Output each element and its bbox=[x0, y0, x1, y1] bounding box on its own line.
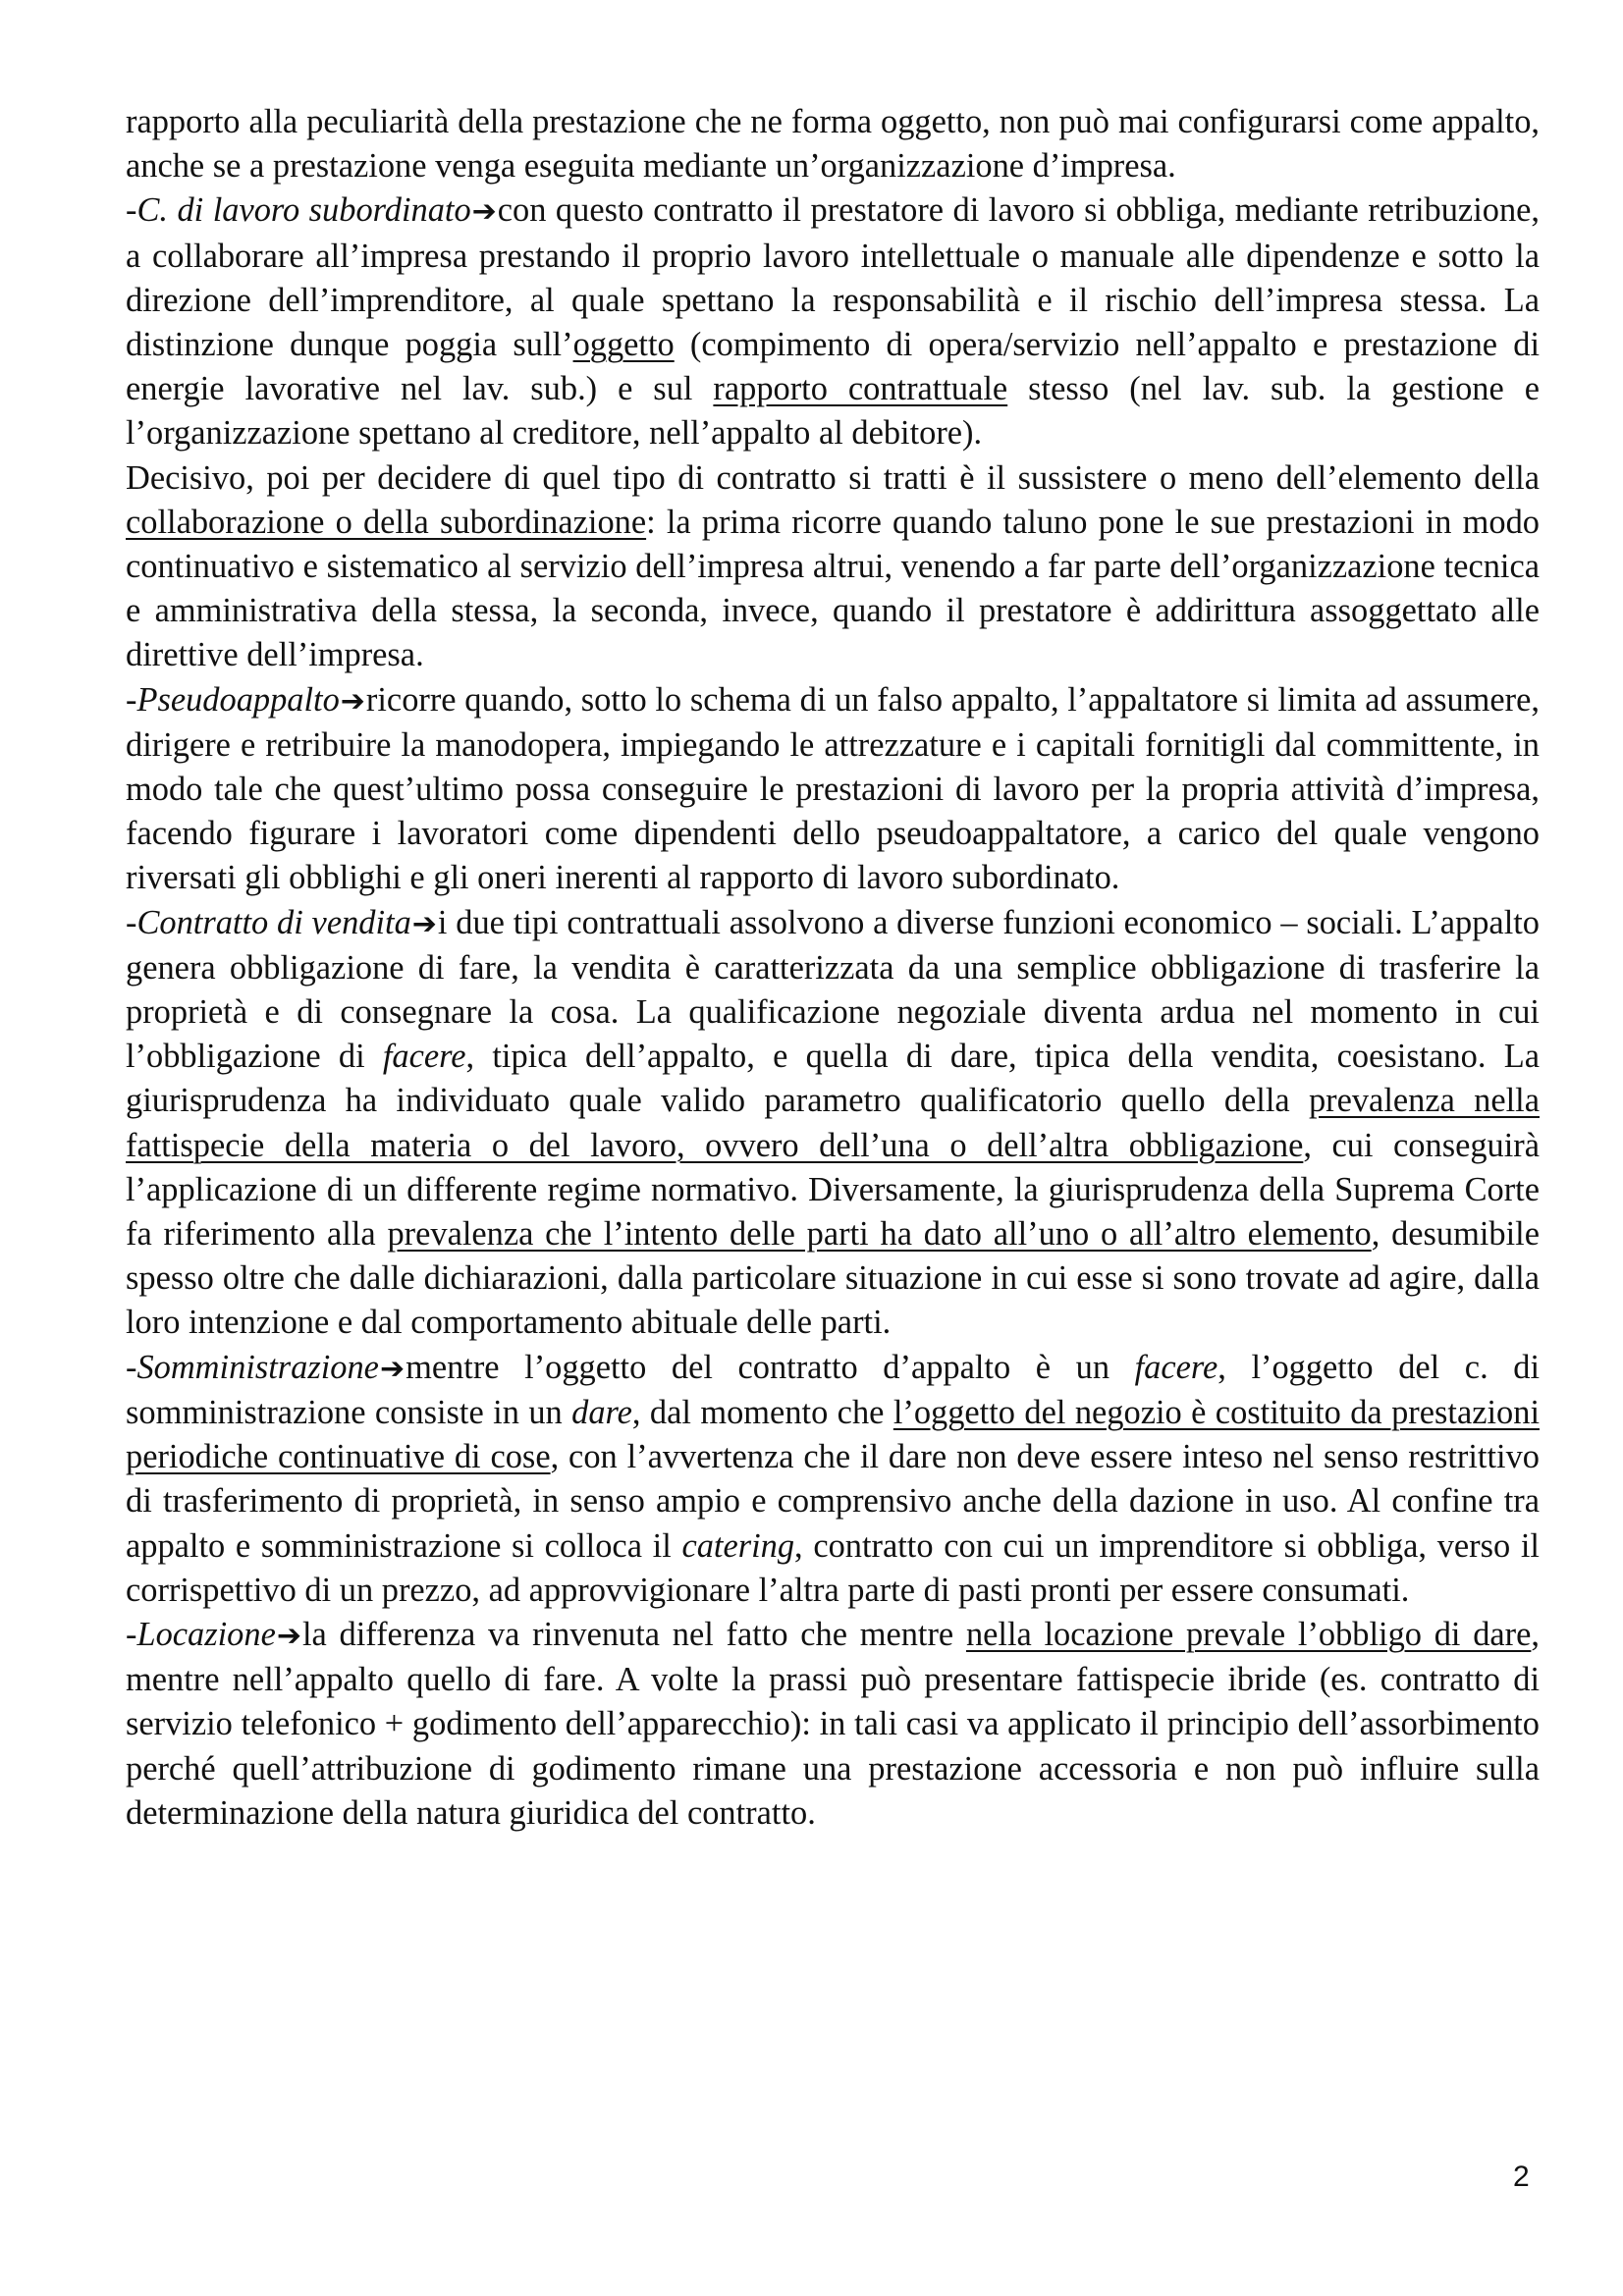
text-run: con questo contratto il prestatore di lavoro si obbliga, mediante retribuzione, a collaborare all’impresa prestando il proprio lavoro intellettuale o manuale alle dipendenze e sotto la direzione dell’imprenditore, al quale spettano la responsabilità e il rischio dell’impresa stessa. La distinzione dunque poggia sull’ bbox=[126, 191, 1540, 364]
arrow-right-icon: ➔ bbox=[411, 906, 437, 941]
text-run: , contratto con cui un imprenditore si obbliga, verso il corrispettivo di un prezzo, ad approvvigionare l’altra parte di pasti pronti per essere consumati. bbox=[126, 1526, 1540, 1609]
text-run: , mentre nell’appalto quello di fare. A volte la prassi può presentare fattispecie ibride (es. contratto di servizio telefonico + godimento dell’apparecchio): in tali casi va applicato il principio dell’assorbimento perché quell’attribuzione di godimento rimane una prestazione accessoria e non può influire sulla determinazione della natura giuridica del contratto. bbox=[126, 1615, 1540, 1832]
paragraph bbox=[126, 1613, 1540, 1836]
text-run: , tipica dell’appalto, e quella di dare, tipica della vendita, coesistano. La giurisprudenza ha individuato quale valido parametro qualificatorio quello della bbox=[126, 1038, 1540, 1120]
body-text bbox=[126, 100, 1540, 1836]
arrow-right-icon: ➔ bbox=[379, 1351, 406, 1386]
text-run: Decisivo, poi per decidere di quel tipo di contratto si tratti è il sussistere o meno dell’elemento della bbox=[126, 458, 1540, 497]
text-run: ricorre quando, sotto lo schema di un falso appalto, l’appaltatore si limita ad assumere, dirigere e retribuire la manodopera, impiegando le attrezzature e i capitali fornitigli dal committente, in modo tale che quest’ultimo possa conseguire le prestazioni di lavoro per la propria attività d’impresa, facendo figurare i lavoratori come dipendenti dello pseudoappaltatore, a carico del quale vengono riversati gli obblighi e gli oneri inerenti al rapporto di lavoro subordinato. bbox=[126, 680, 1540, 897]
text-run: rapporto alla peculiarità della prestazione che ne forma oggetto, non può mai configurarsi come appalto, anche se a prestazione venga eseguita mediante un’organizzazione d’impresa. bbox=[126, 103, 1540, 186]
italic-text: Somministrazione bbox=[136, 1348, 379, 1386]
underlined-text: prevalenza nella fattispecie della materia o del lavoro, ovvero dell’una o dell’altra obbligazione bbox=[126, 1082, 1540, 1164]
italic-text: C. di lavoro subordinato bbox=[136, 191, 471, 230]
paragraph bbox=[126, 901, 1540, 1346]
italic-text: Locazione bbox=[136, 1615, 276, 1653]
underlined-text: l’oggetto del negozio è costituito da prestazioni periodiche continuative di cose bbox=[126, 1393, 1540, 1476]
text-run: mentre l’oggetto del contratto d’appalto è un bbox=[406, 1348, 1135, 1386]
text-run: - bbox=[126, 1615, 137, 1653]
text-run: - bbox=[126, 191, 137, 230]
italic-text: Contratto di vendita bbox=[136, 903, 411, 941]
paragraph bbox=[126, 100, 1540, 188]
underlined-text: prevalenza che l’intento delle parti ha dato all’uno o all’altro elemento bbox=[387, 1215, 1372, 1254]
page-number: 2 bbox=[1513, 2161, 1530, 2193]
italic-text: dare bbox=[571, 1393, 632, 1431]
paragraph bbox=[126, 188, 1540, 455]
paragraph bbox=[126, 1346, 1540, 1613]
paragraph bbox=[126, 456, 1540, 678]
text-run: (compimento di opera/servizio nell’appalto e prestazione di energie lavorative nel lav. sub.) e sul bbox=[126, 326, 1541, 408]
italic-text: facere bbox=[1134, 1348, 1218, 1386]
text-run: , l’oggetto del c. di somministrazione consiste in un bbox=[126, 1348, 1540, 1431]
text-run: , desumibile spesso oltre che dalle dichiarazioni, dalla particolare situazione in cui esse si sono trovate ad agire, dalla loro intenzione e dal comportamento abituale delle parti. bbox=[126, 1215, 1541, 1342]
text-run: la differenza va rinvenuta nel fatto che mentre bbox=[301, 1615, 966, 1653]
underlined-text: oggetto bbox=[572, 326, 675, 364]
italic-text: catering bbox=[681, 1526, 795, 1565]
underlined-text: collaborazione o della subordinazione bbox=[126, 503, 647, 541]
text-run: - bbox=[126, 903, 137, 941]
text-run: i due tipi contrattuali assolvono a diverse funzioni economico – sociali. L’appalto genera obbligazione di fare, la vendita è caratterizzata da una semplice obbligazione di trasferire la proprietà e di consegnare la cosa. La qualificazione negoziale diventa ardua nel momento in cui l’obbligazione di bbox=[126, 903, 1540, 1076]
text-run: , dal momento che bbox=[631, 1393, 893, 1431]
arrow-right-icon: ➔ bbox=[471, 194, 497, 230]
italic-text: Pseudoappalto bbox=[136, 680, 340, 719]
underlined-text: nella locazione prevale l’obbligo di dare bbox=[965, 1615, 1532, 1653]
text-run: , con l’avvertenza che il dare non deve essere inteso nel senso restrittivo di trasferimento di proprietà, in senso ampio e comprensivo anche della dazione in uso. Al confine tra appalto e somministrazione si colloca il bbox=[126, 1438, 1540, 1565]
arrow-right-icon: ➔ bbox=[276, 1618, 301, 1653]
paragraph bbox=[126, 678, 1540, 901]
arrow-right-icon: ➔ bbox=[340, 683, 365, 719]
text-run: : la prima ricorre quando taluno pone le sue prestazioni in modo continuativo e sistematico al servizio dell’impresa altrui, venendo a far parte dell’organizzazione tecnica e amministrativa della stessa, la seconda, invece, quando il prestatore è addirittura assoggettato alle direttive dell’impresa. bbox=[126, 503, 1540, 674]
text-run: stesso (nel lav. sub. la gestione e l’organizzazione spettano al creditore, nell’appalto al debitore). bbox=[126, 370, 1540, 453]
italic-text: facere bbox=[382, 1038, 466, 1076]
text-run: - bbox=[126, 680, 137, 719]
text-run: , cui conseguirà l’applicazione di un differente regime normativo. Diversamente, la giurisprudenza della Suprema Corte fa riferimento alla bbox=[126, 1126, 1541, 1254]
underlined-text: rapporto contrattuale bbox=[713, 370, 1008, 408]
text-run: - bbox=[126, 1348, 137, 1386]
